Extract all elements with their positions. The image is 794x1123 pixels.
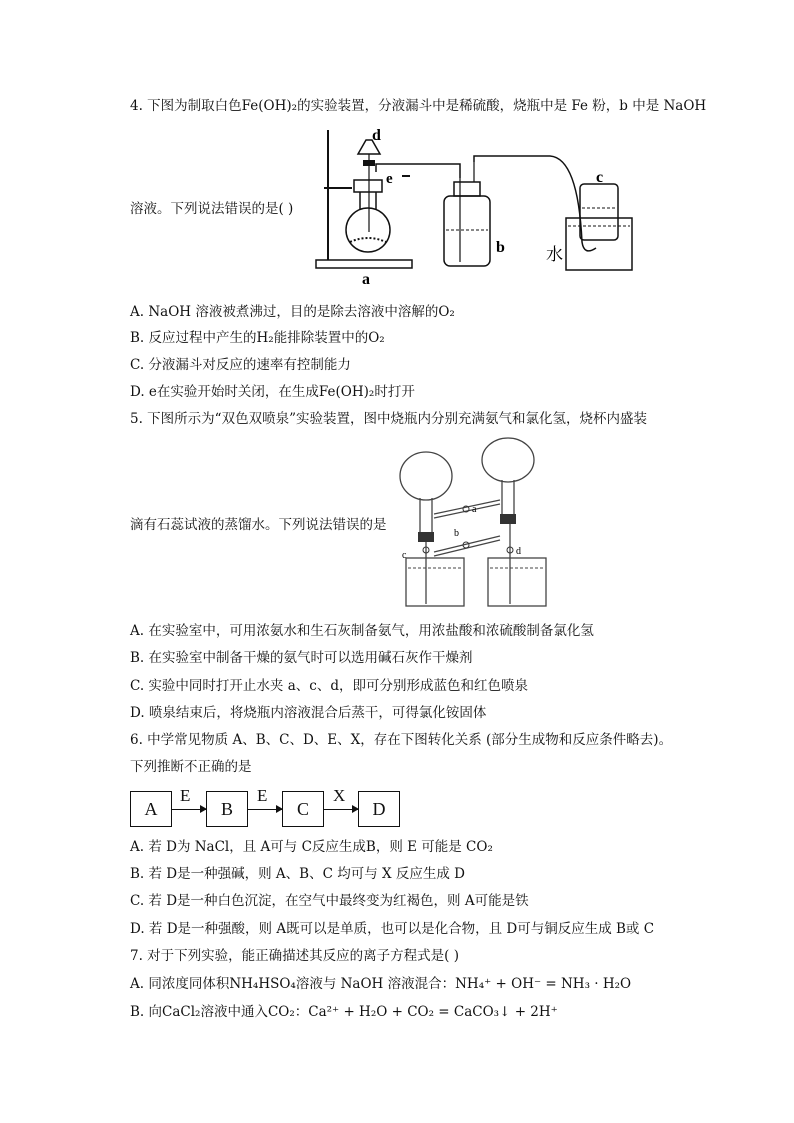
- q7-stem-line1: 7. 对于下列实验，能正确描述其反应的离子方程式是( ): [130, 948, 459, 964]
- q5-option-b: B. 在实验室中制备干燥的氨气时可以选用碱石灰作干燥剂: [130, 650, 473, 666]
- q4-stem-line1: 4. 下图为制取白色Fe(OH)₂的实验装置，分液漏斗中是稀硫酸，烧瓶中是 Fe 粉，b 中是 NaOH: [130, 98, 707, 114]
- q5-label-a: a: [472, 504, 477, 515]
- q6-arrow-label-2: E: [257, 786, 268, 805]
- q5-label-d: d: [516, 546, 521, 557]
- q4-label-b: b: [496, 239, 505, 256]
- q7-option-b: B. 向CaCl₂溶液中通入CO₂：Ca²⁺ + H₂O + CO₂ = CaCO₃↓ + 2H⁺: [130, 1004, 558, 1020]
- q4-label-water: 水: [546, 245, 563, 264]
- q4-label-a: a: [362, 271, 370, 288]
- q5-stem-line1: 5. 下图所示为“双色双喷泉”实验装置，图中烧瓶内分别充满氨气和氯化氢，烧杯内盛装: [130, 411, 647, 427]
- q6-box-a: A: [130, 791, 172, 827]
- q6-option-b: B. 若 D是一种强碱，则 A、B、C 均可与 X 反应生成 D: [130, 866, 466, 882]
- q6-arrow-1: [172, 809, 206, 810]
- q6-stem-line2: 下列推断不正确的是: [130, 759, 252, 775]
- q5-fountain-figure: [398, 436, 558, 608]
- q5-option-a: A. 在实验室中，可用浓氨水和生石灰制备氨气，用浓盐酸和浓硫酸制备氯化氢: [130, 623, 594, 639]
- q4-option-a: A. NaOH 溶液被煮沸过，目的是除去溶液中溶解的O₂: [130, 304, 455, 320]
- q6-box-c: C: [282, 791, 324, 827]
- q5-label-b: b: [454, 528, 459, 539]
- q6-stem-line1: 6. 中学常见物质 A、B、C、D、E、X，存在下图转化关系 (部分生成物和反应条件略去)。: [130, 732, 673, 748]
- q6-arrow-3: [324, 809, 358, 810]
- q6-arrow-label-1: E: [180, 786, 191, 805]
- q6-option-c: C. 若 D是一种白色沉淀，在空气中最终变为红褐色，则 A可能是铁: [130, 893, 529, 909]
- q7-option-a: A. 同浓度同体积NH₄HSO₄溶液与 NaOH 溶液混合：NH₄⁺ + OH⁻ = NH₃ · H₂O: [130, 976, 632, 992]
- q6-box-d: D: [358, 791, 400, 827]
- q5-option-d: D. 喷泉结束后，将烧瓶内溶液混合后蒸干，可得氯化铵固体: [130, 705, 487, 721]
- q5-option-c: C. 实验中同时打开止水夹 a、c、d，即可分别形成蓝色和红色喷泉: [130, 678, 528, 694]
- q4-option-d: D. e在实验开始时关闭，在生成Fe(OH)₂时打开: [130, 384, 415, 400]
- q4-apparatus-figure: [310, 122, 640, 288]
- q4-option-c: C. 分液漏斗对反应的速率有控制能力: [130, 357, 351, 373]
- q6-arrow-label-3: X: [333, 786, 346, 805]
- q6-option-d: D. 若 D是一种强酸，则 A既可以是单质，也可以是化合物，且 D可与铜反应生成 B或 C: [130, 921, 655, 937]
- q6-option-a: A. 若 D为 NaCl，且 A可与 C反应生成B，则 E 可能是 CO₂: [130, 839, 493, 855]
- q4-label-e: e: [386, 171, 393, 187]
- q6-box-b: B: [206, 791, 248, 827]
- q4-label-c: c: [596, 169, 604, 186]
- q4-label-d: d: [372, 127, 381, 144]
- q5-stem-line2: 滴有石蕊试液的蒸馏水。下列说法错误的是: [130, 517, 387, 533]
- q4-option-b: B. 反应过程中产生的H₂能排除装置中的O₂: [130, 330, 385, 346]
- q6-arrow-2: [248, 809, 282, 810]
- q5-label-c: c: [402, 550, 407, 561]
- q4-stem-line2: 溶液。下列说法错误的是( ): [130, 201, 294, 217]
